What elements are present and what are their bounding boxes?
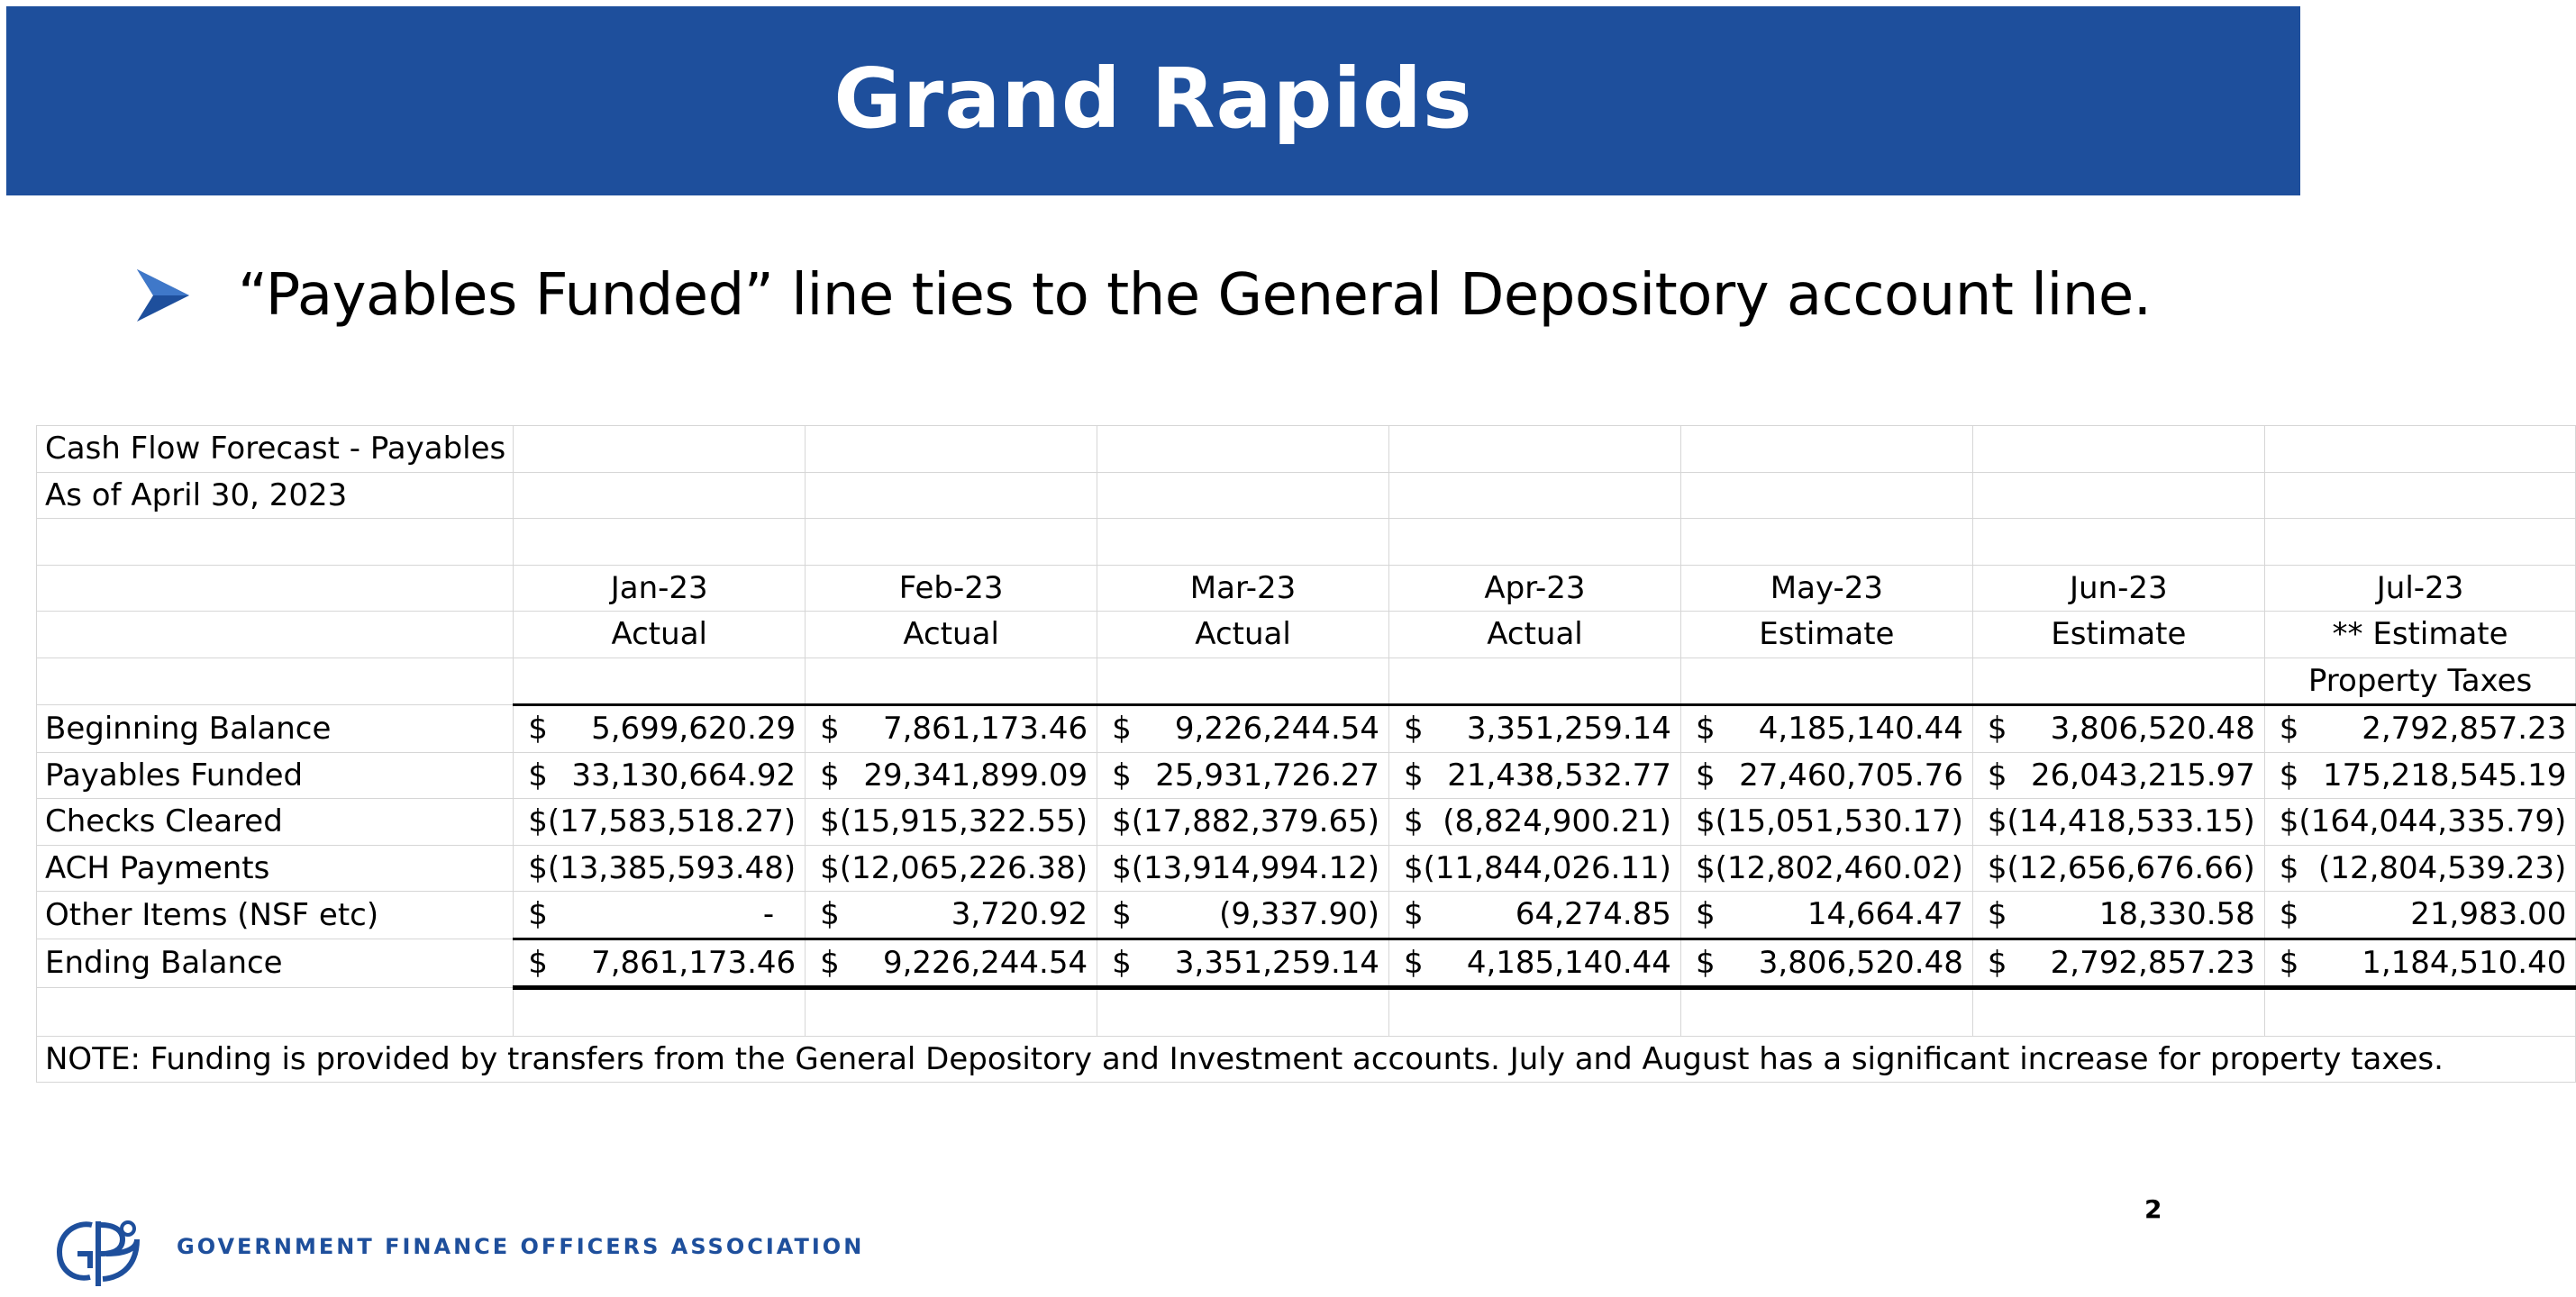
money-cell xyxy=(806,939,1097,988)
row-label: Ending Balance xyxy=(37,939,514,988)
table-note: NOTE: Funding is provided by transfers from the General Depository and Investment accounts. July and August has a significant increase for property taxes. xyxy=(37,1036,2576,1083)
money-cell xyxy=(1389,705,1681,753)
row-label: Other Items (NSF etc) xyxy=(37,892,514,939)
amount-value: - xyxy=(762,896,775,933)
currency-symbol: $ xyxy=(1987,944,2007,981)
month-header-row-cell: Mar-23 xyxy=(1097,565,1389,612)
table-row xyxy=(37,705,2576,753)
currency-symbol: $ xyxy=(820,944,840,981)
amount-value: 25,931,726.27 xyxy=(1155,757,1380,794)
title-row xyxy=(37,426,2576,473)
amount-value: 9,226,244.54 xyxy=(882,944,1088,981)
currency-symbol: $ xyxy=(1987,803,2007,840)
note-header-row xyxy=(37,658,2576,705)
currency-symbol: $ xyxy=(528,944,548,981)
currency-symbol: $ xyxy=(1987,896,2007,933)
blank-row xyxy=(37,519,2576,566)
currency-symbol: $ xyxy=(1695,944,1716,981)
amount-value: 4,185,140.44 xyxy=(1466,944,1671,981)
currency-symbol: $ xyxy=(1695,803,1716,840)
money-cell xyxy=(2264,892,2576,939)
currency-symbol: $ xyxy=(1695,849,1716,886)
money-cell xyxy=(1389,799,1681,846)
note-header-row-cell xyxy=(1097,658,1389,705)
currency-symbol: $ xyxy=(1695,757,1716,794)
status-header-row-cell: Actual xyxy=(1097,612,1389,658)
money-cell xyxy=(1680,939,1972,988)
money-cell xyxy=(806,705,1097,753)
currency-symbol: $ xyxy=(528,803,548,840)
amount-value: 4,185,140.44 xyxy=(1758,711,1963,748)
table-row xyxy=(37,939,2576,988)
currency-symbol: $ xyxy=(1112,757,1132,794)
money-cell xyxy=(1097,752,1389,799)
amount-value: 18,330.58 xyxy=(2098,896,2255,933)
month-header-row-cell: Apr-23 xyxy=(1389,565,1681,612)
money-cell xyxy=(1097,799,1389,846)
cash-flow-table xyxy=(36,425,2576,1083)
table-row xyxy=(37,799,2576,846)
amount-value: (164,044,335.79) xyxy=(2298,803,2567,840)
note-row xyxy=(37,1036,2576,1083)
note-header-row-cell xyxy=(514,658,806,705)
money-cell xyxy=(1097,892,1389,939)
money-cell xyxy=(514,799,806,846)
currency-symbol: $ xyxy=(1987,711,2007,748)
currency-symbol: $ xyxy=(1404,711,1424,748)
arrowhead-bullet-icon xyxy=(135,266,191,325)
month-header-row-cell: May-23 xyxy=(1680,565,1972,612)
gfoa-logo xyxy=(50,1214,148,1288)
currency-symbol: $ xyxy=(1987,757,2007,794)
currency-symbol: $ xyxy=(528,849,548,886)
amount-value: (13,914,994.12) xyxy=(1131,849,1380,886)
amount-value: (12,804,539.23) xyxy=(2318,849,2567,886)
money-cell xyxy=(514,845,806,892)
money-cell xyxy=(1972,939,2264,988)
table-title: Cash Flow Forecast - Payables xyxy=(37,426,514,473)
money-cell xyxy=(2264,705,2576,753)
money-cell xyxy=(1389,845,1681,892)
currency-symbol: $ xyxy=(2279,849,2299,886)
currency-symbol: $ xyxy=(1695,896,1716,933)
money-cell xyxy=(1097,939,1389,988)
amount-value: 3,720.92 xyxy=(951,896,1088,933)
amount-value: 21,983.00 xyxy=(2410,896,2567,933)
money-cell xyxy=(1972,799,2264,846)
currency-symbol: $ xyxy=(528,896,548,933)
amount-value: (8,824,900.21) xyxy=(1443,803,1671,840)
amount-value: (13,385,593.48) xyxy=(547,849,796,886)
currency-symbol: $ xyxy=(1112,849,1132,886)
money-cell xyxy=(1097,705,1389,753)
money-cell xyxy=(1972,705,2264,753)
money-cell xyxy=(1389,752,1681,799)
slide-title: Grand Rapids xyxy=(833,50,1473,147)
money-cell xyxy=(514,939,806,988)
money-cell xyxy=(2264,799,2576,846)
amount-value: 3,351,259.14 xyxy=(1174,944,1380,981)
note-header-row-cell xyxy=(1389,658,1681,705)
currency-symbol: $ xyxy=(1112,944,1132,981)
money-cell xyxy=(806,845,1097,892)
amount-value: (12,802,460.02) xyxy=(1715,849,1963,886)
currency-symbol: $ xyxy=(1404,944,1424,981)
status-header-row-cell: Actual xyxy=(514,612,806,658)
row-label: Payables Funded xyxy=(37,752,514,799)
bullet-text: “Payables Funded” line ties to the General Depository account line. xyxy=(238,262,2152,329)
money-cell xyxy=(806,799,1097,846)
money-cell xyxy=(806,752,1097,799)
currency-symbol: $ xyxy=(820,803,840,840)
amount-value: 1,184,510.40 xyxy=(2362,944,2567,981)
month-header-row-cell: Jul-23 xyxy=(2264,565,2576,612)
amount-value: 2,792,857.23 xyxy=(2362,711,2567,748)
currency-symbol: $ xyxy=(528,757,548,794)
currency-symbol: $ xyxy=(528,711,548,748)
status-header-row-cell: Actual xyxy=(806,612,1097,658)
month-header-row-cell: Feb-23 xyxy=(806,565,1097,612)
currency-symbol: $ xyxy=(1987,849,2007,886)
money-cell xyxy=(1680,705,1972,753)
amount-value: 5,699,620.29 xyxy=(591,711,796,748)
status-header-row-cell: Actual xyxy=(1389,612,1681,658)
currency-symbol: $ xyxy=(2279,803,2299,840)
amount-value: (15,051,530.17) xyxy=(1715,803,1963,840)
currency-symbol: $ xyxy=(1112,896,1132,933)
status-header-row-cell: Estimate xyxy=(1972,612,2264,658)
amount-value: 33,130,664.92 xyxy=(571,757,796,794)
amount-value: 3,806,520.48 xyxy=(1758,944,1963,981)
currency-symbol: $ xyxy=(1404,757,1424,794)
money-cell xyxy=(1389,892,1681,939)
currency-symbol: $ xyxy=(820,896,840,933)
table-row xyxy=(37,892,2576,939)
page-number: 2 xyxy=(2144,1194,2162,1224)
amount-value: 3,806,520.48 xyxy=(2050,711,2255,748)
amount-value: 64,274.85 xyxy=(1515,896,1671,933)
title-bar xyxy=(6,6,2300,195)
money-cell xyxy=(1389,939,1681,988)
note-header-row-cell: Property Taxes xyxy=(2264,658,2576,705)
money-cell xyxy=(1972,752,2264,799)
money-cell xyxy=(1680,752,1972,799)
money-cell xyxy=(806,892,1097,939)
money-cell xyxy=(1972,892,2264,939)
currency-symbol: $ xyxy=(1112,711,1132,748)
currency-symbol: $ xyxy=(820,757,840,794)
currency-symbol: $ xyxy=(1404,896,1424,933)
amount-value: 14,664.47 xyxy=(1807,896,1963,933)
amount-value: (17,882,379.65) xyxy=(1131,803,1380,840)
status-header-row xyxy=(37,612,2576,658)
money-cell xyxy=(1680,799,1972,846)
amount-value: (9,337.90) xyxy=(1219,896,1380,933)
table-row xyxy=(37,845,2576,892)
amount-value: (17,583,518.27) xyxy=(547,803,796,840)
amount-value: 21,438,532.77 xyxy=(1447,757,1671,794)
money-cell xyxy=(514,892,806,939)
currency-symbol: $ xyxy=(820,711,840,748)
currency-symbol: $ xyxy=(1404,803,1424,840)
currency-symbol: $ xyxy=(1404,849,1424,886)
currency-symbol: $ xyxy=(2279,757,2299,794)
amount-value: 7,861,173.46 xyxy=(882,711,1088,748)
money-cell xyxy=(1680,845,1972,892)
money-cell xyxy=(1097,845,1389,892)
amount-value: 26,043,215.97 xyxy=(2031,757,2255,794)
amount-value: 175,218,545.19 xyxy=(2322,757,2567,794)
amount-value: 27,460,705.76 xyxy=(1739,757,1963,794)
currency-symbol: $ xyxy=(2279,944,2299,981)
note-header-row-cell xyxy=(1972,658,2264,705)
status-header-row-cell: Estimate xyxy=(1680,612,1972,658)
money-cell xyxy=(1972,845,2264,892)
money-cell xyxy=(514,752,806,799)
bullet-point xyxy=(135,255,2152,336)
amount-value: 9,226,244.54 xyxy=(1174,711,1380,748)
month-header-row-cell: Jun-23 xyxy=(1972,565,2264,612)
note-header-row-cell xyxy=(806,658,1097,705)
footer-organization: GOVERNMENT FINANCE OFFICERS ASSOCIATION xyxy=(177,1234,865,1259)
amount-value: 2,792,857.23 xyxy=(2050,944,2255,981)
amount-value: 7,861,173.46 xyxy=(591,944,796,981)
money-cell xyxy=(2264,939,2576,988)
currency-symbol: $ xyxy=(1112,803,1132,840)
amount-value: (15,915,322.55) xyxy=(839,803,1088,840)
month-header-row xyxy=(37,565,2576,612)
amount-value: (12,656,676.66) xyxy=(2007,849,2255,886)
row-label: ACH Payments xyxy=(37,845,514,892)
as-of-row xyxy=(37,472,2576,519)
currency-symbol: $ xyxy=(2279,896,2299,933)
as-of-date: As of April 30, 2023 xyxy=(37,472,514,519)
table-row xyxy=(37,752,2576,799)
amount-value: (11,844,026.11) xyxy=(1423,849,1671,886)
money-cell xyxy=(1680,892,1972,939)
amount-value: 29,341,899.09 xyxy=(863,757,1088,794)
blank-row xyxy=(37,988,2576,1037)
row-label: Beginning Balance xyxy=(37,705,514,753)
currency-symbol: $ xyxy=(1695,711,1716,748)
status-header-row-cell: ** Estimate xyxy=(2264,612,2576,658)
row-label: Checks Cleared xyxy=(37,799,514,846)
money-cell xyxy=(2264,845,2576,892)
currency-symbol: $ xyxy=(820,849,840,886)
month-header-row-cell: Jan-23 xyxy=(514,565,806,612)
currency-symbol: $ xyxy=(2279,711,2299,748)
money-cell xyxy=(2264,752,2576,799)
money-cell xyxy=(514,705,806,753)
amount-value: 3,351,259.14 xyxy=(1466,711,1671,748)
note-header-row-cell xyxy=(1680,658,1972,705)
amount-value: (12,065,226.38) xyxy=(839,849,1088,886)
amount-value: (14,418,533.15) xyxy=(2007,803,2255,840)
